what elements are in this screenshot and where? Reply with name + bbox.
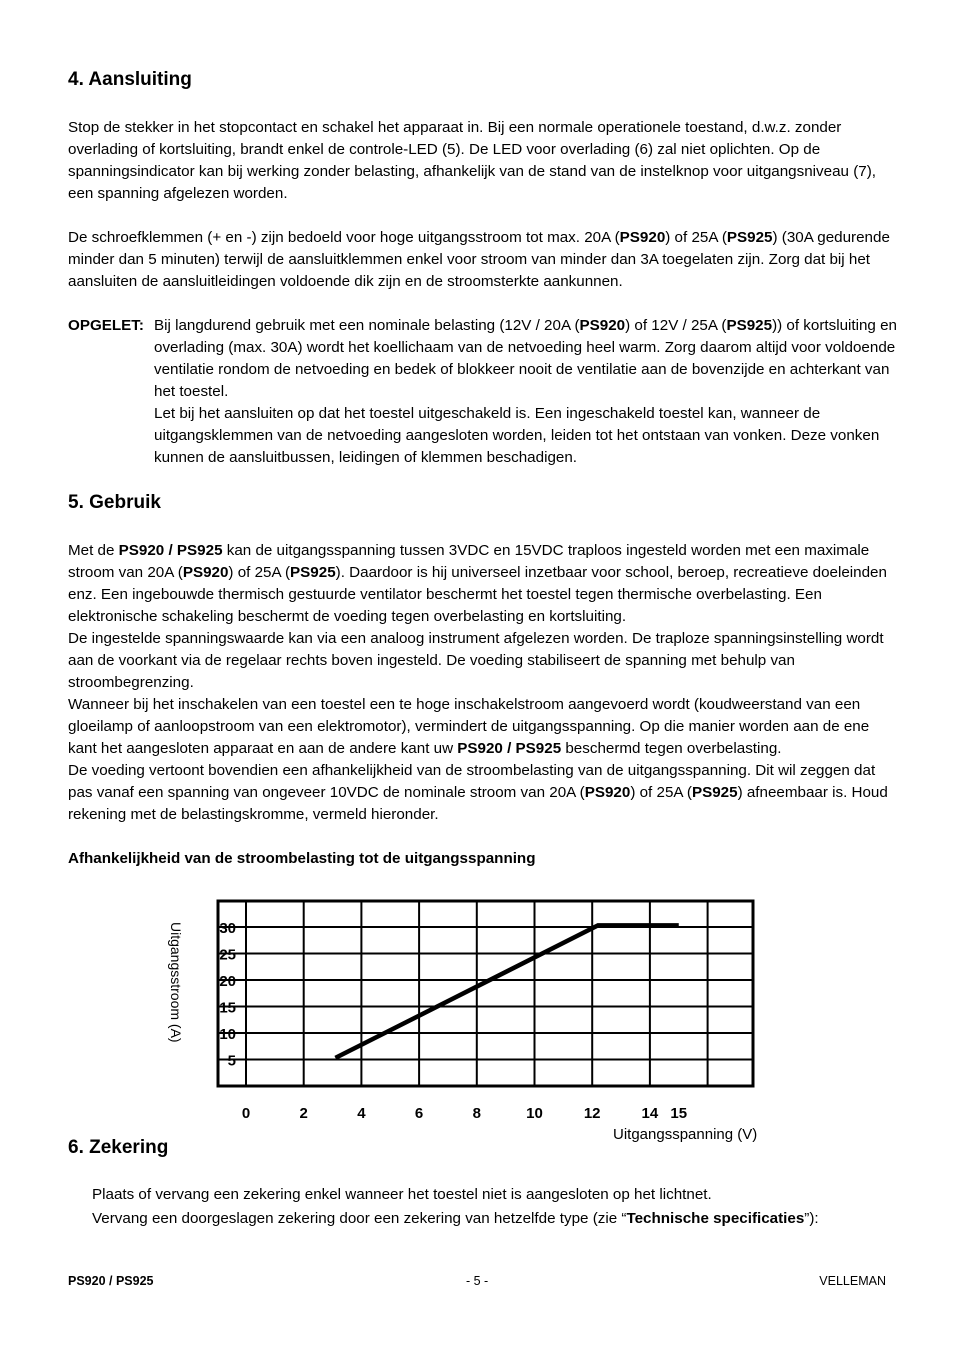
warning-block — [68, 315, 898, 469]
section-5-paragraph-1: Met de PS920 / PS925 kan de uitgangsspanning tussen 3VDC en 15VDC traploos ingesteld worden met een maximale stroom van 20A (PS920) of 25A (PS925). Daardoor is hij universeel inzetbaar voor school, beroep, recreatieve doeleinden enz. Een ingebouwde thermisch gestuurde ventilator beschermt het toestel tegen thermische overbelasting. Een elektronische schakeling beschermt de voeding tegen overbelasting en kortsluiting. — [68, 542, 887, 625]
y-tick-label: 30 — [219, 920, 236, 937]
plot-frame — [218, 901, 753, 1086]
section-5-paragraph-2: De ingestelde spanningswaarde kan via een analoog instrument afgelezen worden. De traploze spanningsinstelling wordt aan de voorkant via de regelaar rechts boven ingesteld. De voeding stabiliseert de spanning met behulp van stroombegrenzing. — [68, 630, 884, 691]
section-6-body — [92, 1183, 892, 1231]
section-4-paragraph-2: De schroefklemmen (+ en -) zijn bedoeld voor hoge uitgangsstroom tot max. 20A (PS920) of 25A (PS925) (30A gedurende minder dan 5 minuten) terwijl de aansluitklemmen enkel voor stroom van minder dan 3A toegelaten zijn. Zorg dat bij het aansluiten de aansluitleidingen voldoende dik zijn en de stroomsterkte aankunnen. — [68, 229, 890, 290]
section-4-paragraph-1: Stop de stekker in het stopcontact en schakel het apparaat in. Bij een normale operationele toestand, d.w.z. zonder overlading of kortsluiting, brandt enkel de controle-LED (5). De LED voor overlading (6) zal niet oplichten. Op de spanningsindicator kan bij werking zonder belasting, afhankelijk van de stand van de instelknop voor uitgangsniveau (7), een spanning afgelezen worden. — [68, 119, 876, 202]
warning-text-1: Bij langdurend gebruik met een nominale belasting (12V / 20A (PS920) of 12V / 25A (PS925)) of kortsluiting en overlading (max. 30A) wordt het koellichaam van de netvoeding heel warm. Zorg daarom altijd voor voldoende ventilatie rondom de netvoeding en bedek of blokkeer nooit de ventilatie aan de bovenzijde en achterkant van het toestel. — [154, 317, 897, 400]
load-curve-chart — [210, 893, 760, 1125]
y-tick-label: 25 — [219, 946, 236, 964]
section-6-line-2: Vervang een doorgeslagen zekering door een zekering van hetzelfde type (zie “Technische specificaties”): — [92, 1210, 819, 1227]
x-tick-label: 15 — [670, 1105, 688, 1122]
x-tick-label: 0 — [241, 1105, 251, 1122]
x-tick-label: 12 — [583, 1105, 601, 1122]
x-tick-label: 4 — [357, 1105, 366, 1122]
y-axis-label: Uitgangsstroom (A) — [168, 922, 184, 1043]
footer-page-number: - 5 - — [466, 1274, 489, 1288]
section-5-body — [68, 540, 898, 826]
chart-heading: Afhankelijkheid van de stroombelasting tot de uitgangsspanning — [68, 850, 536, 867]
footer-brand: VELLEMAN — [819, 1274, 886, 1288]
y-tick-label: 20 — [219, 973, 236, 990]
x-axis-label: Uitgangsspanning (V) — [613, 1126, 758, 1143]
load-curve-line — [335, 925, 678, 1058]
section-5-paragraph-4: De voeding vertoont bovendien een afhankelijkheid van de stroombelasting van de uitgangsspanning. Dit wil zeggen dat pas vanaf een spanning van ongeveer 10VDC de nominale stroom van 20A (PS920) of 25A (PS925) afneembaar is. Houd rekening met de belastingskromme, vermeld hieronder. — [68, 762, 888, 823]
section-6-line-1: Plaats of vervang een zekering enkel wanneer het toestel niet is aangesloten op het lichtnet. — [92, 1186, 712, 1203]
warning-text-2: Let bij het aansluiten op dat het toestel uitgeschakeld is. Een ingeschakeld toestel kan, wanneer de uitgangsklemmen van de netvoeding aangesloten worden, leiden tot het ontstaan van vonken. Deze vonken kunnen de aansluitbussen, leidingen of klemmen beschadigen. — [154, 405, 880, 466]
x-tick-label: 8 — [472, 1105, 481, 1122]
x-tick-label: 2 — [299, 1105, 308, 1122]
section-4-title: 4. Aansluiting — [68, 69, 192, 90]
x-tick-label: 10 — [526, 1105, 543, 1122]
warning-label: OPGELET: — [68, 317, 144, 334]
y-tick-label: 15 — [219, 999, 236, 1017]
y-tick-label: 10 — [219, 1026, 236, 1043]
section-5-title: 5. Gebruik — [68, 492, 161, 513]
footer-model: PS920 / PS925 — [68, 1274, 154, 1288]
y-tick-label: 5 — [227, 1052, 236, 1070]
x-tick-label: 14 — [641, 1105, 659, 1122]
x-tick-label: 6 — [414, 1105, 424, 1122]
section-6-title: 6. Zekering — [68, 1137, 169, 1158]
section-5-paragraph-3: Wanneer bij het inschakelen van een toestel een te hoge inschakelstroom aangevoerd wordt (koudweerstand van een gloeilamp of aanloopstroom van een elektromotor), vermindert de uitgangsspanning. Op die manier worden aan de ene kant het aangesloten apparaat en aan de andere kant uw PS920 / PS925 beschermd tegen overbelasting. — [68, 696, 870, 757]
